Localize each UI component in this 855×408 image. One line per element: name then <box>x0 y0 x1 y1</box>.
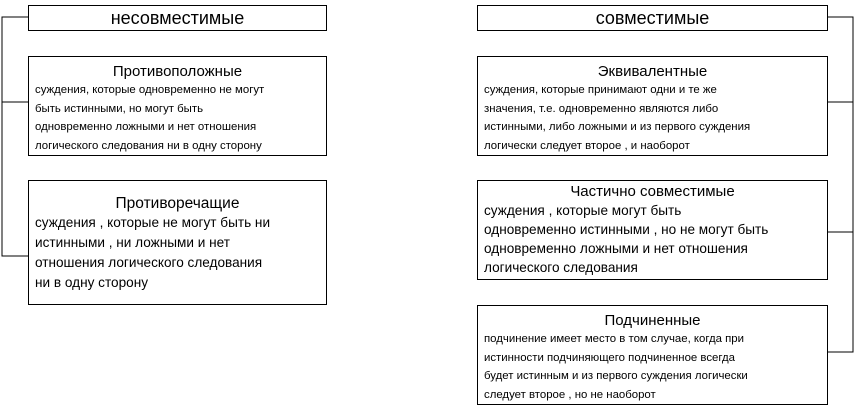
card-contrary-text: суждения, которые одновременно не могут быть истинными, но могут быть одновременно ложными и нет отношения логического следования ни в одну сторону <box>35 84 265 152</box>
card-partially-compatible <box>477 180 828 280</box>
header-compatible-label: совместимые <box>595 7 710 28</box>
header-compatible <box>477 5 828 31</box>
card-equivalent-title: Эквивалентные <box>597 63 708 80</box>
card-equivalent-text: суждения, которые принимают одни и те же значения, т.е. одновременно являются либо истинными, либо ложными и из первого суждения логически следует второе , и наоборот <box>484 84 751 152</box>
card-subordinate <box>477 305 828 405</box>
card-contrary-title: Противоположные <box>112 63 243 80</box>
card-partially-compatible-title: Частично совместимые <box>570 183 735 200</box>
card-contrary <box>28 56 327 156</box>
card-subordinate-title: Подчиненные <box>604 312 701 329</box>
card-subordinate-text: подчинение имеет место в том случае, когда при истинности подчиняющего подчиненное всегда будет истинным и из первого суждения логически следует второе , но не наоборот <box>484 333 748 401</box>
card-contradictory-title: Противоречащие <box>115 195 240 212</box>
left-bracket-line <box>2 17 28 256</box>
card-contradictory-text: суждения , которые не могут быть ни истинными , ни ложными и нет отношения логического следования ни в одну сторону <box>35 215 271 290</box>
header-incompatible <box>28 5 327 31</box>
card-contradictory <box>28 180 327 305</box>
header-incompatible-label: несовместимые <box>110 7 245 28</box>
card-partially-compatible-text: суждения , которые могут быть одновременно истинными , но не могут быть одновременно ложными и нет отношения логического следования <box>484 203 769 275</box>
card-equivalent <box>477 56 828 156</box>
right-bracket-line <box>828 17 853 352</box>
